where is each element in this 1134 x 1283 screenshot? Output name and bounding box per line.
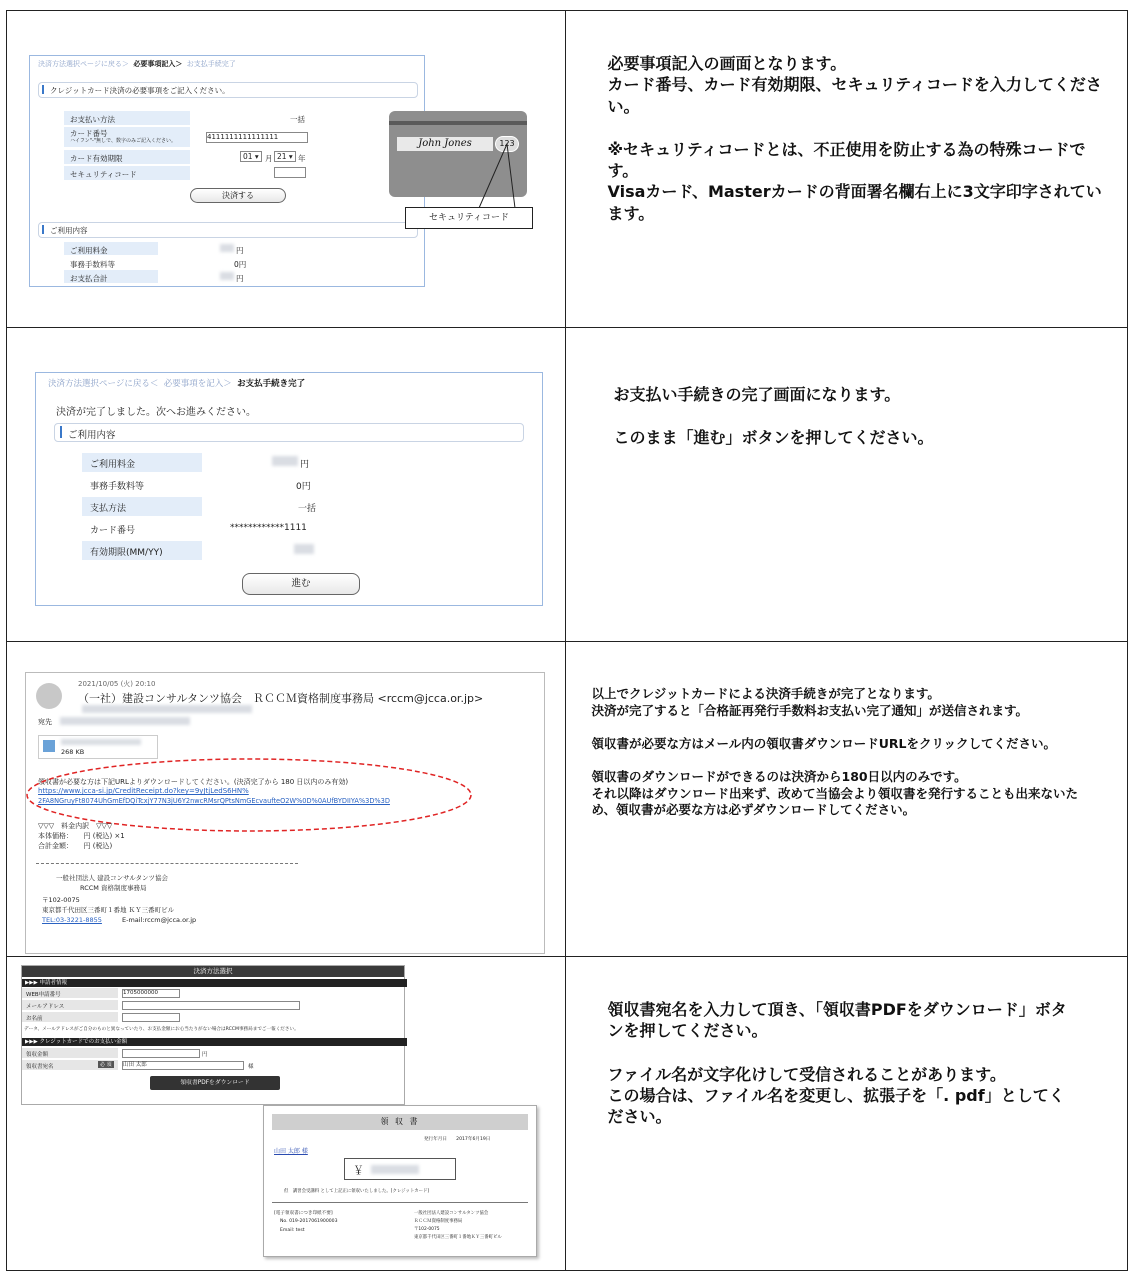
complete-message: 決済が完了しました。次へお進みください。: [56, 407, 256, 418]
card-number-value-2: ************1111: [230, 523, 307, 533]
yen-sign: ￥: [353, 1164, 364, 1177]
receipt-right-1: 一般社団法人建設コンサルタンツ協会: [414, 1211, 489, 1216]
receipt-title: 領 収 書: [272, 1114, 528, 1130]
security-code-label: セキュリティコード: [70, 170, 137, 179]
payment-method-value: 一括: [290, 115, 305, 124]
items-label: ▽▽▽ 料金内訳 ▽▽▽: [38, 822, 113, 830]
amount-field: [122, 1049, 200, 1058]
email-label: メールアドレス: [26, 1004, 65, 1010]
admin-fee-value-2: 0円: [296, 482, 311, 492]
footer-address: 東京都千代田区三番町１番地 ＫＹ三番町ビル: [42, 906, 175, 914]
receipt-form-screenshot: [21, 965, 405, 1105]
receipt-name-label: 領収書宛名: [26, 1064, 54, 1070]
row2-paragraph-1: お支払い手続きの完了画面になります。: [613, 385, 901, 404]
payment-form-screenshot: [29, 55, 425, 287]
row4-paragraph-1: 領収書宛名を入力して頂き、「領収書PDFをダウンロード」ボタンを押してください。: [607, 1000, 1067, 1041]
receipt-right-4: 東京都千代田区三番町１番地ＫＹ三番町ビル: [414, 1235, 502, 1240]
attachment-icon: [43, 740, 55, 752]
card-signature: John Jones: [397, 137, 493, 151]
receipt-note: 領収書が必要な方は下記URLよりダウンロードしてください。(決済完了から 180 日以内のみ有効): [38, 778, 349, 786]
payment-complete-screenshot: [35, 372, 543, 606]
payment-method-label: お支払い方法: [70, 115, 115, 124]
fee-label: ご利用料金: [70, 246, 108, 255]
web-app-no-label: WEB申請番号: [26, 992, 61, 998]
row4-paragraph-2: ファイル名が文字化けして受信されることがあります。 この場合は、ファイル名を変更し、拡張子を「. pdf」としてください。: [607, 1064, 1065, 1127]
applicant-section: ▶▶▶ 申請者情報: [22, 979, 407, 987]
total-label: お支払合計: [70, 274, 108, 283]
section-title: クレジットカード決済の必要事項をご記入ください。: [50, 86, 230, 95]
card-number-hint: ハイフン"-"無しで、数字のみご記入ください。: [70, 138, 176, 144]
admin-fee-value: 0円: [234, 260, 247, 269]
download-pdf-button[interactable]: 領収書PDFをダウンロード: [150, 1076, 280, 1090]
pay-method-value-2: 一括: [298, 504, 317, 514]
row2-description: [614, 384, 1114, 471]
month-unit: 月: [265, 154, 273, 163]
breadcrumb-2: 決済方法選択ページに戻る＜ 必要事項を記入＞ お支払手続き完了: [48, 379, 306, 389]
footer-dept: RCCM 資格制度事務局: [80, 884, 147, 892]
fee-value-2: 円: [300, 460, 310, 470]
fee-label-2: ご利用料金: [90, 460, 136, 470]
card-number-label: カード番号: [70, 129, 108, 138]
email-input[interactable]: [122, 1001, 300, 1010]
breadcrumb: 決済方法選択ページに戻る＞ 必要事項記入＞ お支払手続完了: [38, 60, 236, 68]
total-amount: 合計金額： 円 (税込): [38, 842, 113, 850]
receipt-text: 但 講習会受講料 として上記正に領収いたしました。[クレジットカード]: [284, 1189, 430, 1194]
row4-description: [608, 999, 1078, 1149]
admin-fee-label: 事務手数料等: [70, 260, 115, 269]
footer-org: 一般社団法人 建設コンサルタンツ協会: [56, 874, 168, 882]
admin-fee-label-2: 事務手数料等: [90, 482, 145, 492]
avatar: [36, 683, 62, 709]
row3-description-cell: [565, 642, 1128, 957]
receipt-url-line-1[interactable]: https://www.jcca-si.jp/CreditReceipt.do?key=9yJtjLedS6HN%: [38, 787, 249, 795]
row1-paragraph-2: ※セキュリティコードとは、不正使用を防止する為の特殊コードです。 Visaカード、Masterカードの背面署名欄右上に3文字印字されています。: [607, 139, 1102, 223]
amount-unit: 円: [202, 1052, 208, 1058]
card-security-code: 123: [495, 136, 519, 152]
email-sender: （一社）建設コンサルタンツ協会 ＲＣＣＭ資格制度事務局 <rccm@jcca.or.jp>: [78, 692, 484, 705]
expiry-month-select[interactable]: 01 ▾: [240, 151, 262, 162]
amount-section: ▶▶▶ クレジットカードでのお支払い金額: [22, 1038, 407, 1046]
callout-pointer: [477, 136, 547, 216]
pay-method-label-2: 支払方法: [90, 504, 127, 514]
row3-screenshot-cell: [7, 642, 566, 957]
total-value: 円: [236, 274, 244, 283]
email-screenshot: [25, 672, 545, 954]
row2-paragraph-2: このまま「進む」ボタンを押してください。: [613, 428, 934, 448]
row3-paragraph-2: 領収書が必要な方はメール内の領収書ダウンロードURLをクリックしてください。: [591, 735, 1056, 751]
name-input[interactable]: [122, 1013, 180, 1022]
row1-description: [608, 53, 1108, 246]
expiry-label-2: 有効期限(MM/YY): [90, 548, 163, 558]
receipt-pdf-preview: [263, 1105, 537, 1257]
security-code-callout: セキュリティコード: [405, 207, 533, 229]
receipt-name-input[interactable]: 山田 太郎: [122, 1061, 244, 1070]
security-code-input[interactable]: [274, 167, 306, 178]
attachment-size: 268 KB: [61, 748, 85, 756]
receipt-left-1: [電子領収書につき印紙不要]: [274, 1211, 333, 1216]
fee-value: 円: [236, 246, 244, 255]
receipt-right-3: 〒102-0075: [414, 1227, 440, 1232]
web-app-no-field[interactable]: 1705000000: [122, 989, 180, 998]
next-button[interactable]: 進む: [242, 573, 360, 595]
row1-description-cell: [565, 11, 1128, 328]
year-unit: 年: [298, 154, 306, 163]
receipt-url-line-2[interactable]: 2FA8NGruyFt8074UhGmEfDQiTcxjY77N3jU6Y2nwcRMsrQPtsNmGEcvaufteO2W%0D%0AUfBYDIIYA%3D%3D: [38, 797, 390, 805]
expiry-year-select[interactable]: 21 ▾: [274, 151, 296, 162]
footer-email: E-mail:rccm@jcca.or.jp: [122, 916, 197, 924]
usage-title: ご利用内容: [50, 226, 88, 235]
row2-screenshot-cell: [7, 328, 566, 642]
receipt-divider: [272, 1202, 528, 1203]
row1-screenshot-cell: [7, 11, 566, 328]
card-number-input[interactable]: 4111111111111111: [206, 132, 308, 143]
row3-paragraph-3: 領収書のダウンロードができるのは決済から180日以内のみです。 それ以降はダウンロード出来ず、改めて当協会より領収書を発行することも出来ないため、領収書が必要な方は必ずダウンロードしてください。: [591, 768, 1079, 818]
email-date: 2021/10/05 (火) 20:10: [78, 680, 156, 688]
row2-description-cell: [565, 328, 1128, 642]
receipt-addressee: 山田 太郎 様: [274, 1148, 308, 1155]
divider-top: [36, 863, 298, 864]
card-number-label-2: カード番号: [90, 526, 136, 536]
row3-paragraph-1: 以上でクレジットカードによる決済手続きが完了となります。 決済が完了すると「合格証再発行手数料お支払い完了通知」が送信されます。: [591, 686, 1029, 718]
footer-tel[interactable]: TEL:03-3221-8855: [42, 916, 102, 924]
to-label: 宛先: [38, 718, 52, 726]
receipt-right-2: ＲＣＣＭ資格制度事務局: [414, 1219, 463, 1224]
row1-paragraph-1: 必要事項記入の画面となります。 カード番号、カード有効期限、セキュリティコードを入力してください。: [607, 54, 1102, 116]
amount-label: 領収金額: [26, 1052, 49, 1058]
required-badge: 必 須: [100, 1062, 112, 1068]
receipt-issue-date: 発行年月日 2017年6月19日: [424, 1137, 491, 1142]
usage-title-2: ご利用内容: [68, 430, 116, 441]
expiry-label: カード有効期限: [70, 154, 123, 163]
submit-payment-button[interactable]: 決済する: [190, 188, 286, 203]
row4-description-cell: [565, 957, 1128, 1271]
unit-price: 本体価格： 円 (税込) ×1: [38, 832, 125, 840]
name-suffix: 様: [248, 1064, 254, 1070]
receipt-left-3: Email: test: [280, 1228, 305, 1233]
usage-header-2: [54, 423, 524, 442]
usage-header: [38, 222, 418, 238]
receipt-left-2: No. 019-2017061900003: [280, 1219, 338, 1224]
applicant-note: データ、メールアドレスがご自分のものと異なっていたり、お支払金額にお心当たりがない場合はRCCM事務局までご一報ください。: [24, 1027, 299, 1032]
footer-zip: 〒102-0075: [42, 896, 80, 904]
attachment[interactable]: [38, 735, 158, 759]
row4-screenshot-cell: [7, 957, 566, 1271]
row3-description: [592, 686, 1092, 835]
receipt-form-header: 決済方法選択: [22, 966, 404, 977]
receipt-amount-box: [344, 1158, 456, 1180]
instruction-table: [6, 10, 1128, 1271]
name-label: お名前: [26, 1016, 43, 1022]
